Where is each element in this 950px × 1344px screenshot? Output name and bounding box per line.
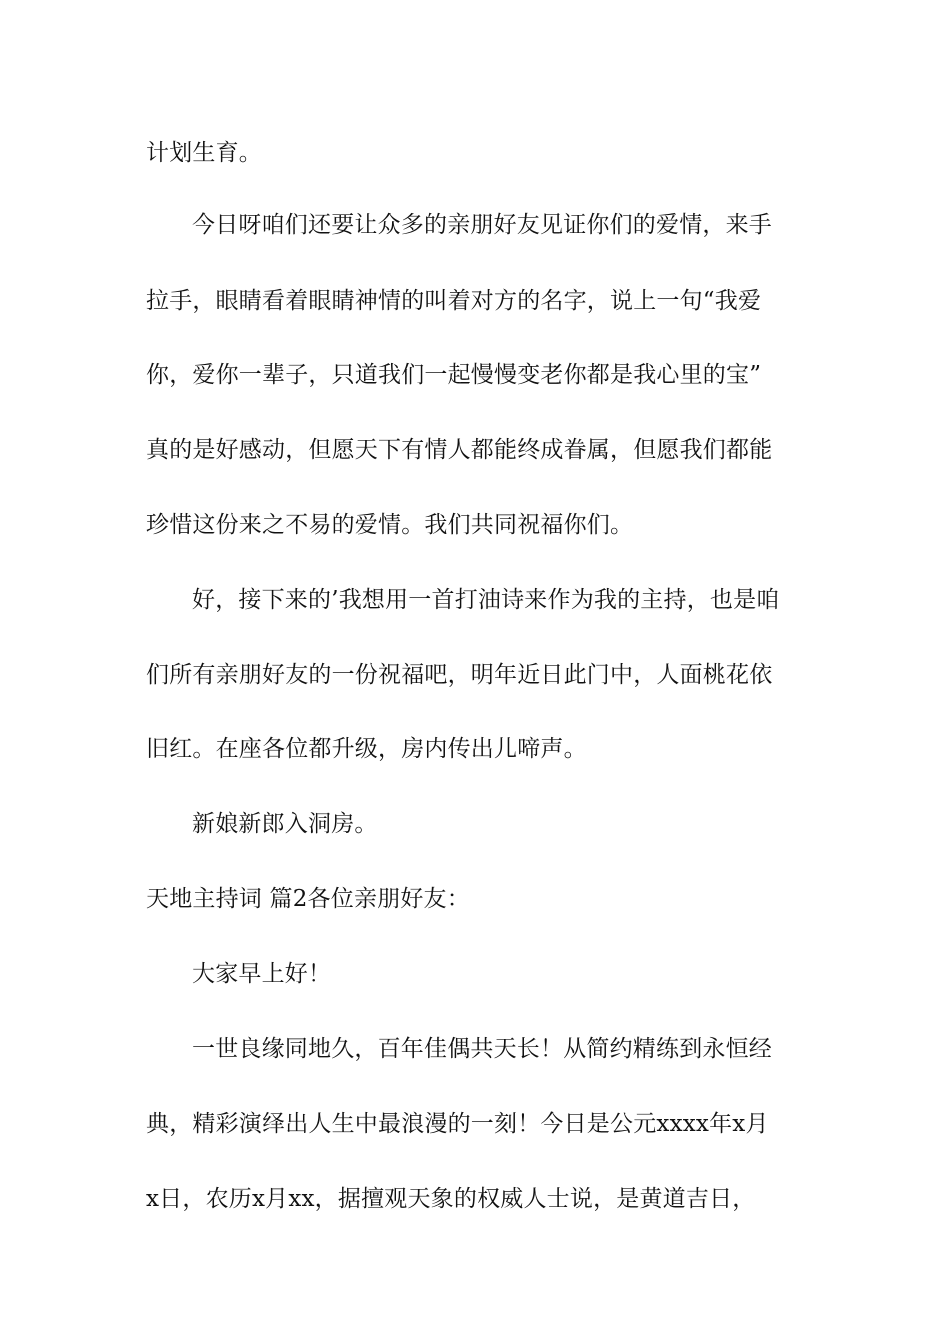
paragraph-start-line: 今日呀咱们还要让众多的亲朋好友见证你们的爱情，来手: [192, 212, 772, 238]
paragraph-start-line: 大家早上好！: [192, 961, 332, 987]
paragraph-start-line: 好，接下来的’我想用一首打油诗来作为我的主持，也是咱: [192, 587, 780, 613]
text-line: 拉手，眼睛看着眼睛神情的叫着对方的名字，说上一句“我爱: [146, 288, 762, 314]
text-line: 旧红。在座各位都升级，房内传出儿啼声。: [146, 736, 587, 762]
text-line: 典，精彩演绎出人生中最浪漫的一刻！今日是公元xxxx年x月: [146, 1111, 769, 1137]
section-heading: 天地主持词 篇2各位亲朋好友：: [146, 886, 470, 912]
paragraph-start-line: 新娘新郎入洞房。: [192, 811, 378, 837]
text-line: 珍惜这份来之不易的爱情。我们共同祝福你们。: [146, 512, 634, 538]
text-line: x日，农历x月xx，据擅观天象的权威人士说，是黄道吉日，: [146, 1186, 756, 1212]
text-line: 真的是好感动，但愿天下有情人都能终成眷属，但愿我们都能: [146, 437, 773, 463]
text-line: 们所有亲朋好友的一份祝福吧，明年近日此门中，人面桃花依: [146, 662, 773, 688]
text-line: 计划生育。: [146, 140, 262, 166]
paragraph-start-line: 一世良缘同地久，百年佳偶共天长！从简约精练到永恒经: [192, 1036, 772, 1062]
text-line: 你，爱你一辈子，只道我们一起慢慢变老你都是我心里的宝”: [146, 362, 762, 388]
